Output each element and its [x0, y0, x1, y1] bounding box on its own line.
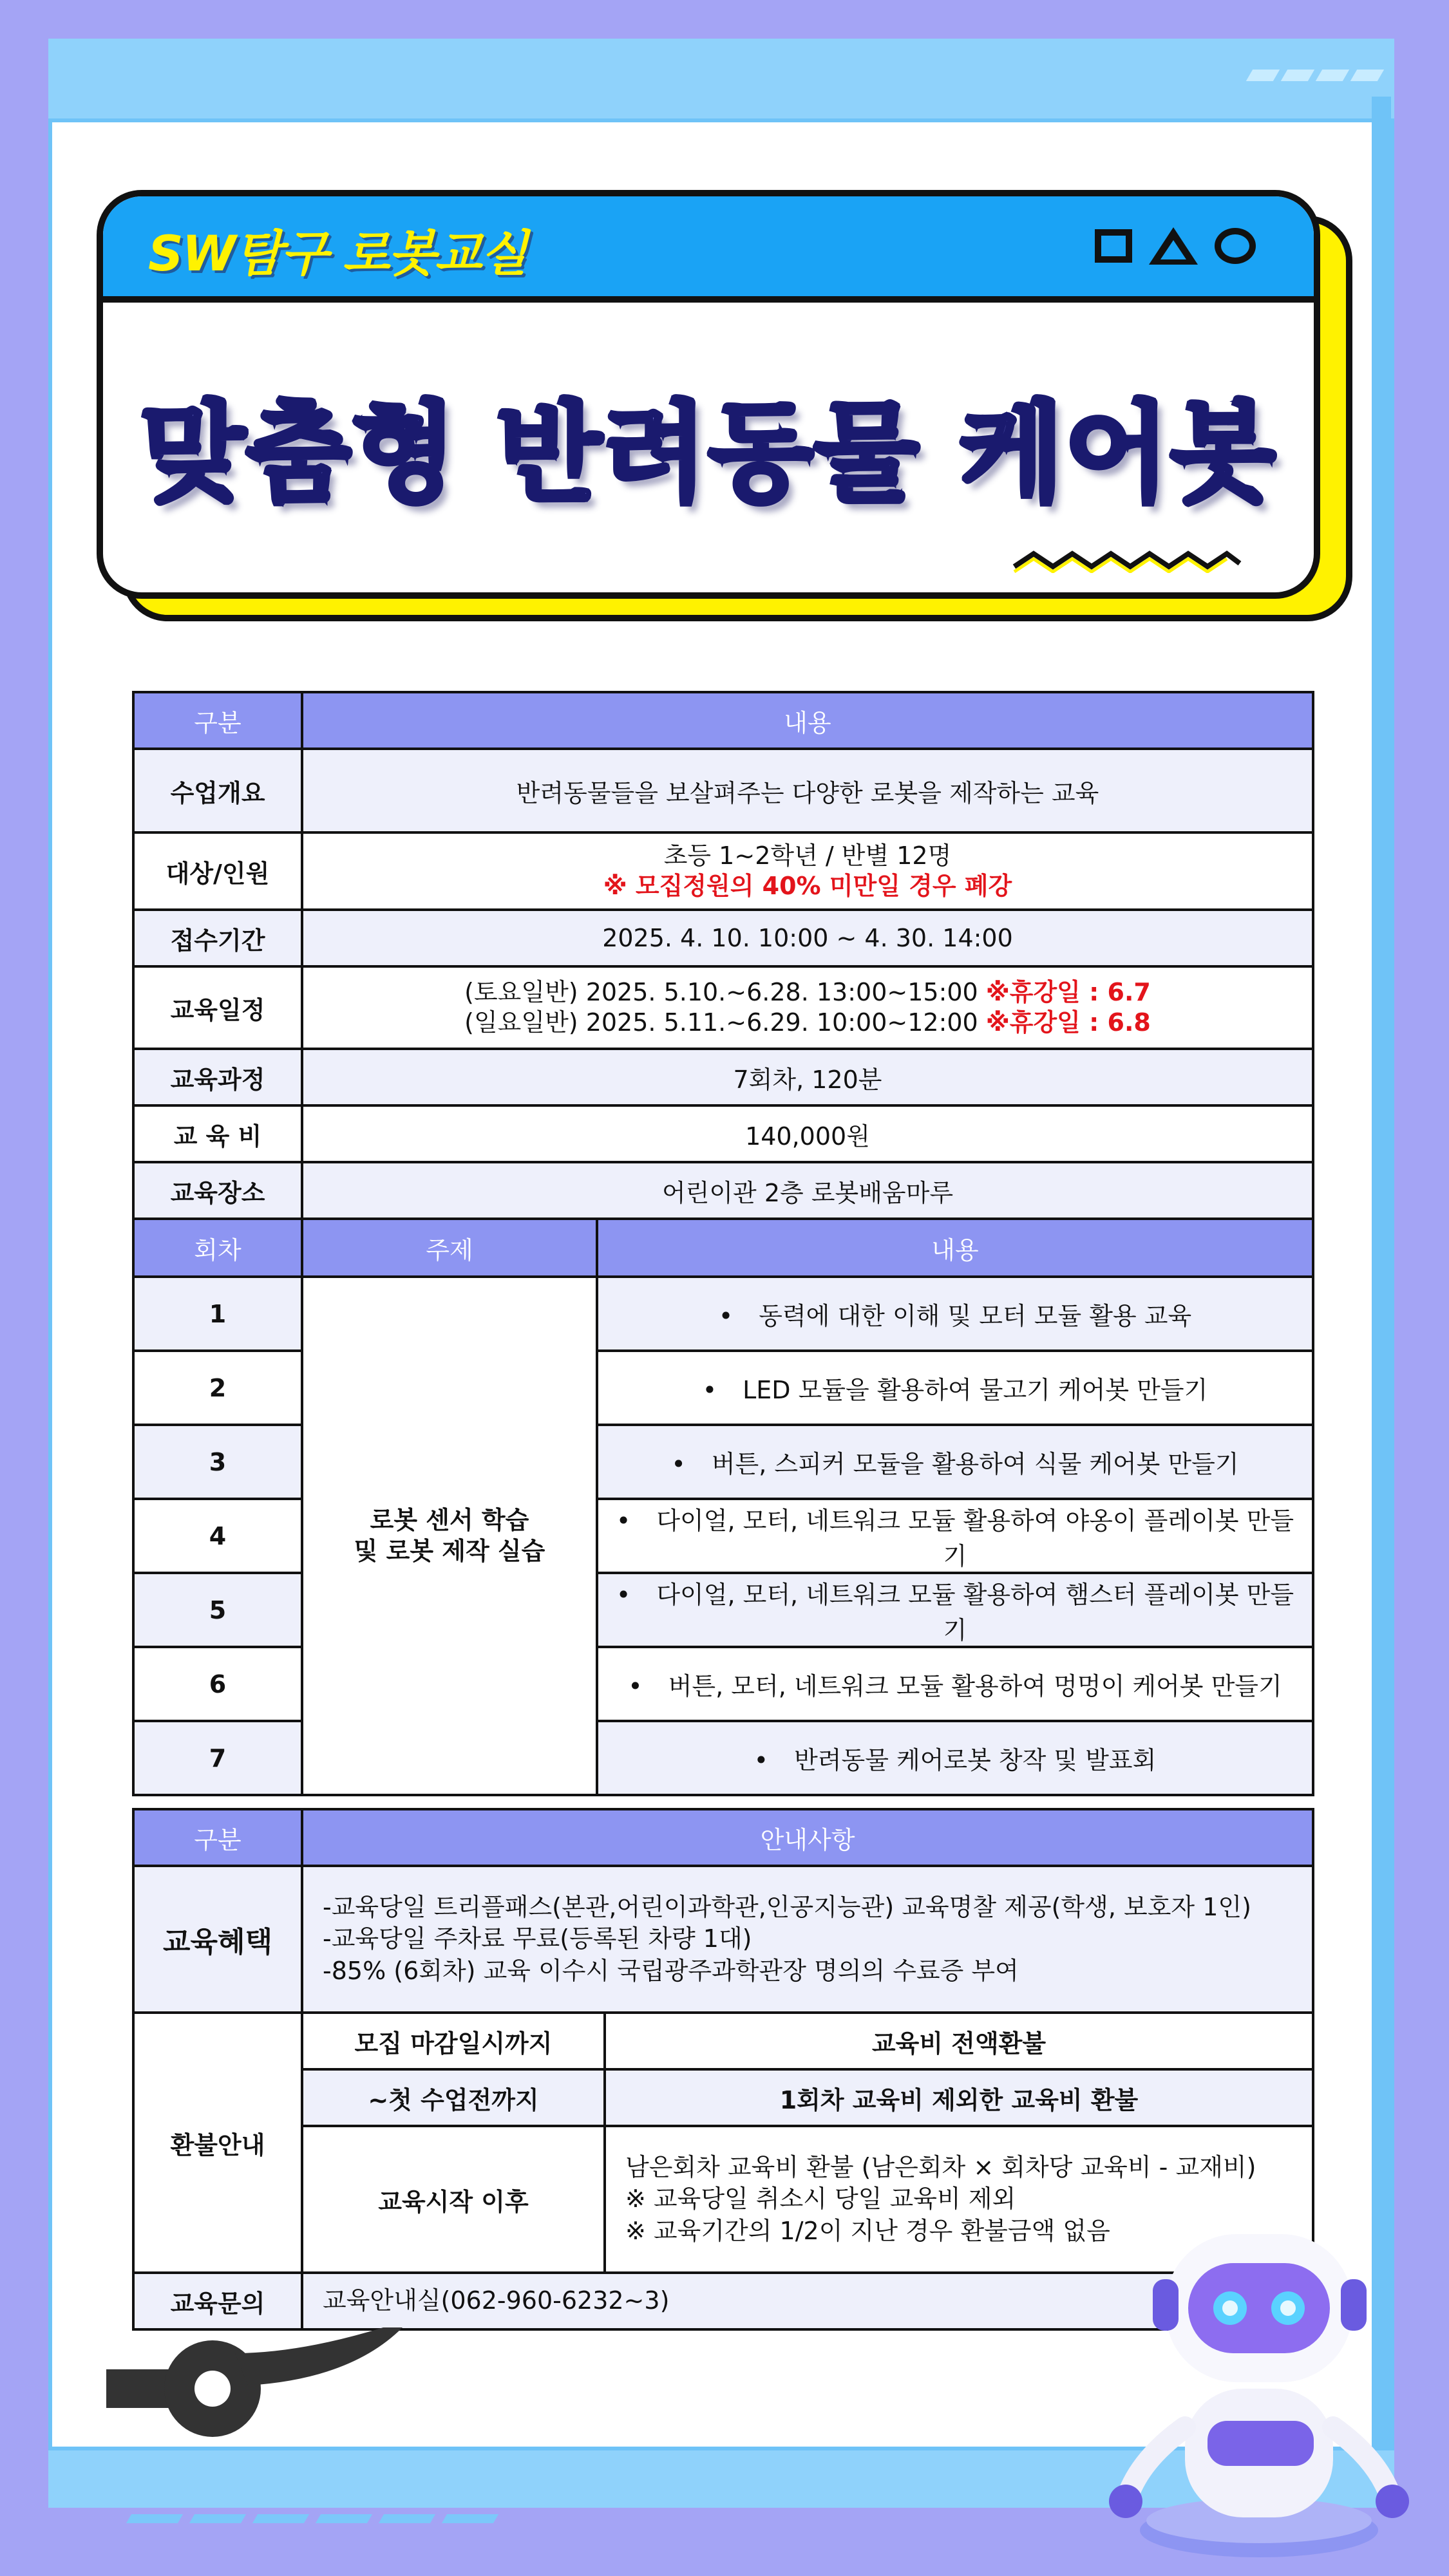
header-cell: 구분 — [133, 692, 302, 749]
header-cell: 회차 — [133, 1219, 302, 1277]
session-content: • 버튼, 스피커 모듈을 활용하여 식물 케어봇 만들기 — [597, 1425, 1313, 1499]
row-label: 교육장소 — [133, 1162, 302, 1219]
schedule-line — [312, 1008, 1303, 1039]
session-number: 4 — [133, 1499, 302, 1573]
table-row — [133, 1049, 1313, 1105]
refund-row — [133, 2069, 1313, 2126]
session-number: 5 — [133, 1573, 302, 1647]
row-value: 7회차, 120분 — [302, 1049, 1313, 1105]
top-stripes — [1249, 70, 1381, 81]
frame-top-bar — [48, 39, 1394, 122]
refund-policy: 1회차 교육비 제외한 교육비 환불 — [605, 2069, 1313, 2126]
session-content: • 다이얼, 모터, 네트워크 모듈 활용하여 햄스터 플레이봇 만들기 — [597, 1573, 1313, 1647]
session-number: 1 — [133, 1277, 302, 1351]
row-value: 2025. 4. 10. 10:00 ~ 4. 30. 14:00 — [302, 910, 1313, 966]
table-row — [133, 832, 1313, 910]
row-label: 수업개요 — [133, 749, 302, 832]
refund-label: 환불안내 — [133, 2013, 302, 2273]
refund-when: 교육시작 이후 — [302, 2126, 605, 2273]
program-subtitle: SW탐구 로봇교실 — [148, 225, 527, 282]
row-label: 교 육 비 — [133, 1105, 302, 1162]
bottom-stripes — [129, 2514, 496, 2523]
row-label: 교육과정 — [133, 1049, 302, 1105]
robot-mascot-icon — [1088, 2228, 1423, 2562]
refund-policy: 교육비 전액환불 — [605, 2013, 1313, 2069]
session-content: • 반려동물 케어로봇 창작 및 발표회 — [597, 1721, 1313, 1795]
row-value-cell — [302, 832, 1313, 910]
contact-value: 교육안내실(062-960-6232~3) — [302, 2273, 1313, 2329]
table-row — [133, 966, 1313, 1049]
session-number: 6 — [133, 1647, 302, 1721]
benefit-row — [133, 1866, 1313, 2013]
refund-policy: ※ 교육기간의 1/2이 지난 경우 환불금액 없음 — [625, 2216, 1110, 2245]
zigzag-decoration — [1011, 547, 1243, 573]
guide-header-row — [133, 1809, 1313, 1866]
gear-decoration-icon — [106, 2327, 415, 2443]
row-label: 교육일정 — [133, 966, 302, 1049]
row-value: 초등 1~2학년 / 반별 12명 — [663, 841, 952, 870]
schedule-text: (일요일반) 2025. 5.11.~6.29. 10:00~12:00 — [464, 1008, 986, 1037]
info-table — [132, 691, 1314, 1220]
benefit-content — [302, 1866, 1313, 2013]
session-content: • 동력에 대한 이해 및 모터 모듈 활용 교육 — [597, 1277, 1313, 1351]
row-label: 대상/인원 — [133, 832, 302, 910]
title-card — [97, 190, 1320, 599]
benefit-line: -85% (6회차) 교육 이수시 국립광주과학관장 명의의 수료증 부여 — [323, 1956, 1019, 1985]
header-cell: 구분 — [133, 1809, 302, 1866]
refund-row — [133, 2013, 1313, 2069]
session-number: 7 — [133, 1721, 302, 1795]
triangle-icon — [1149, 227, 1198, 265]
session-number: 2 — [133, 1351, 302, 1425]
session-row — [133, 1277, 1313, 1351]
notice-text: ※ 모집정원의 40% 미만일 경우 폐강 — [603, 872, 1012, 900]
row-label: 접수기간 — [133, 910, 302, 966]
header-cell: 주제 — [302, 1219, 597, 1277]
session-topic: 로봇 센서 학습 및 로봇 제작 실습 — [302, 1277, 597, 1795]
table-row — [133, 910, 1313, 966]
session-content: • 다이얼, 모터, 네트워크 모듈 활용하여 야옹이 플레이봇 만들기 — [597, 1499, 1313, 1573]
session-content: • 버튼, 모터, 네트워크 모듈 활용하여 멍멍이 케어봇 만들기 — [597, 1647, 1313, 1721]
benefit-line: -교육당일 트리플패스(본관,어린이과학관,인공지능관) 교육명찰 제공(학생, 보호자 1인) — [323, 1892, 1251, 1921]
shape-icons — [1095, 227, 1256, 265]
row-value: 140,000원 — [302, 1105, 1313, 1162]
schedule-line — [312, 977, 1303, 1008]
header-cell: 내용 — [302, 692, 1313, 749]
schedule-text: (토요일반) 2025. 5.10.~6.28. 13:00~15:00 — [464, 977, 986, 1006]
table-row — [133, 749, 1313, 832]
table-row — [133, 1162, 1313, 1219]
session-content: • LED 모듈을 활용하여 물고기 케어봇 만들기 — [597, 1351, 1313, 1425]
header-cell: 안내사항 — [302, 1809, 1313, 1866]
page-title: 맞춤형 반려동물 케어봇 — [140, 390, 1276, 516]
contact-label: 교육문의 — [133, 2273, 302, 2329]
session-table — [132, 1217, 1314, 1796]
refund-policy: 남은회차 교육비 환불 (남은회차 × 회차당 교육비 - 교재비) — [625, 2152, 1256, 2181]
refund-policy: ※ 교육당일 취소시 당일 교육비 제외 — [625, 2185, 1016, 2214]
circle-icon — [1215, 228, 1256, 264]
holiday-text: ※휴강일 : 6.8 — [985, 1008, 1151, 1037]
title-card-band — [103, 196, 1314, 303]
row-value: 어린이관 2층 로봇배움마루 — [302, 1162, 1313, 1219]
header-cell: 내용 — [597, 1219, 1313, 1277]
frame-right-bar — [1372, 97, 1391, 2479]
benefit-line: -교육당일 주차료 무료(등록된 차량 1대) — [323, 1924, 752, 1953]
square-icon — [1095, 229, 1132, 263]
table-row — [133, 1105, 1313, 1162]
session-number: 3 — [133, 1425, 302, 1499]
schedule-cell — [302, 966, 1313, 1049]
row-value: 반려동물들을 보살펴주는 다양한 로봇을 제작하는 교육 — [302, 749, 1313, 832]
info-header-row — [133, 692, 1313, 749]
benefit-label: 교육혜택 — [133, 1866, 302, 2013]
refund-when: 모집 마감일시까지 — [302, 2013, 605, 2069]
session-header-row — [133, 1219, 1313, 1277]
refund-when: ~첫 수업전까지 — [302, 2069, 605, 2126]
holiday-text: ※휴강일 : 6.7 — [985, 977, 1151, 1006]
